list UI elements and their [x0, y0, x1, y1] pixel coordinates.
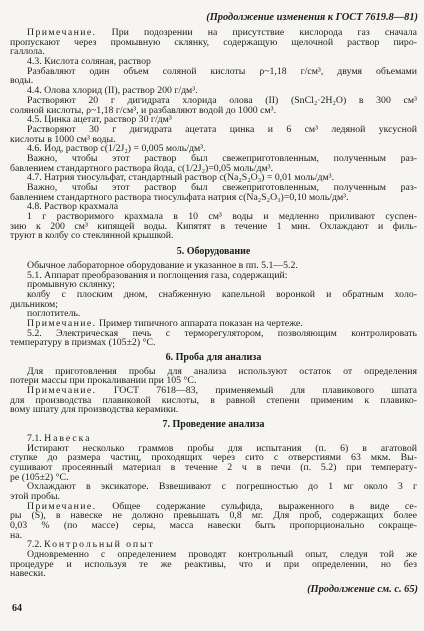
subsection-name: Контрольный опыт — [44, 539, 155, 551]
blank-test-text-line: навески. — [10, 568, 46, 580]
iodine-heading: 4.6. Иод, раствор c(1/2J₂) = 0,005 моль/дм³. — [27, 143, 206, 155]
thiosulfate-text-line: Важно, чтобы этот раствор был свежеприготовленным, полученным раз- — [27, 182, 417, 193]
running-head: (Продолжение изменения к ГОСТ 7619.8—81) — [206, 12, 418, 23]
page-number: 64 — [12, 603, 22, 614]
sample-note-line: вому шпату для производства керамики. — [10, 404, 179, 416]
note-label: Примечание. — [27, 27, 97, 38]
blank-test-text-line: процедуре и используя те же реактивы, что и при определении, но без — [10, 558, 417, 570]
section-heading-equipment: 5. Оборудование — [176, 246, 251, 258]
zinc-acetate-text-line: Растворяют 30 г дигидрата ацетата цинка и 6 см³ ледяной уксусной — [27, 123, 417, 135]
grinding-text-line: Истирают несколько граммов пробы для испытания (п. 6) в агатовой — [27, 442, 417, 454]
thiosulfate-text-line: бавлением стандартного раствора тиосульфата натрия c(Na₂S₂O₃)=0,10 моль/дм³. — [10, 191, 349, 203]
hcl-text-line: Разбавляют один объем соляной кислоты ρ~1,18 г/см³, двумя объемами — [27, 65, 417, 77]
gas-note-line: пропускают через промывную склянку, содержащую щелочной раствор пиро- — [10, 36, 417, 48]
tin-chloride-text-line: соляной кислоты, ρ~1,18 г/см³, и разбавляют водой до 1000 см³. — [10, 104, 277, 116]
note-label: Примечание. — [27, 500, 97, 512]
thiosulfate-heading: 4.7. Натрия тиосульфат, стандартный раствор c(Na₂S₂O₃) = 0,01 моль/дм³. — [27, 172, 335, 184]
gas-note-line: галлола. — [10, 46, 45, 58]
grinding-text-line: ре (105±2) °С. — [10, 471, 69, 483]
grinding-text-line: ступке до размера частиц, проходящих через сито с отверстиями 63 мкм. Вы- — [10, 452, 417, 464]
starch-text-line: зию к 200 см³ кипящей воды. Кипятят в течение 1 мин. Охлаждают и филь- — [10, 220, 417, 232]
section-heading-sample: 6. Проба для анализа — [165, 352, 262, 363]
apparatus-component: колбу с плоским дном, снабженную капельной воронкой и обратным холо- — [27, 288, 417, 300]
weighing-text-line: Охлаждают в эксикаторе. Взвешивают с погрешностью до 1 мг около 3 г — [27, 481, 417, 493]
gas-note-text: При подозрении на присутствие кислорода газ сначала — [111, 27, 417, 38]
note-label: Примечание. — [27, 317, 97, 329]
iodine-text-line: бавлением стандартного раствора йода, c(1/2J₂)=0,05 моль/дм³. — [10, 162, 274, 174]
apparatus-component-continued: дильником; — [10, 298, 58, 310]
sulfide-note-line: на. — [10, 529, 23, 541]
hcl-text-line: воды. — [10, 75, 34, 87]
subsection-name: Навеска — [44, 432, 92, 444]
continuation-note: (Продолжение см. с. 65) — [307, 584, 418, 595]
note-label: Примечание. — [27, 385, 97, 397]
tin-chloride-text-line: Растворяют 20 г дигидрата хлорида олова (II) (SnCl₂·2H₂O) в 300 см³ — [27, 94, 417, 106]
sample-text-line: Для приготовления пробы для анализа используют остаток от определения — [27, 365, 417, 377]
equipment-intro: Обычное лабораторное оборудование и указанное в пп. 5.1—5.2. — [27, 259, 298, 271]
apparatus-component: промывную склянку; — [27, 279, 116, 291]
subsection-number: 7.2. — [27, 539, 42, 551]
starch-text-line: 1 г растворимого крахмала в 10 см³ воды и медленно приливают суспен- — [27, 211, 417, 223]
grinding-text-line: сушивают просеянный материал в течение 2 ч в печи (п. 5.2) при температу- — [10, 461, 417, 473]
starch-heading: 4.8. Раствор крахмала — [27, 201, 119, 213]
apparatus-component: поглотитель. — [27, 308, 81, 320]
zinc-acetate-heading: 4.5. Цинка ацетат, раствор 30 г/дм³ — [27, 114, 172, 126]
sulfide-note-text: Общее содержание сульфида, выраженного в виде се- — [112, 500, 417, 512]
sample-text-line: потери массы при прокаливании при 105 °С. — [10, 375, 197, 387]
sample-note-line: для производства плавиковой кислоты, в равной степени применим к плавико- — [10, 394, 417, 406]
sulfide-note-line: 0,03 % (по массе) серы, масса навески быть пропорционально сокраще- — [10, 520, 417, 531]
subsection-number: 7.1. — [27, 432, 42, 444]
starch-text-line: труют в колбу со стеклянной крышкой. — [10, 230, 174, 242]
sulfide-note-line: ры (S), в навеске не должно превышать 0,8 мг. Для проб, содержащих более — [10, 510, 417, 522]
section-heading-analysis: 7. Проведение анализа — [162, 419, 265, 431]
equipment-note-text: Пример типичного аппарата показан на чертеже. — [98, 317, 303, 329]
apparatus-heading: 5.1. Аппарат преобразования и поглощения газа, содержащий: — [27, 269, 288, 281]
furnace-text-line: 5.2. Электрическая печь с терморегулятором, позволяющим контролировать — [27, 327, 417, 339]
weighing-text-line: этой пробы. — [10, 490, 61, 502]
zinc-acetate-text-line: кислоты в 1000 см³ воды. — [10, 133, 116, 145]
tin-chloride-heading: 4.4. Олова хлорид (II), раствор 200 г/дм³. — [27, 85, 198, 97]
sample-note-text: ГОСТ 7618—83, применяемый для плавикового шпата — [113, 385, 417, 397]
document-body — [10, 28, 417, 579]
hcl-heading: 4.3. Кислота соляная, раствор — [27, 56, 151, 68]
furnace-text-line: температуру в призмах (105±2) °С. — [10, 337, 156, 349]
iodine-text-line: Важно, чтобы этот раствор был свежеприготовленным, полученным раз- — [27, 152, 417, 164]
blank-test-text-line: Одновременно с определением проводят контрольный опыт, следуя той же — [27, 549, 417, 561]
